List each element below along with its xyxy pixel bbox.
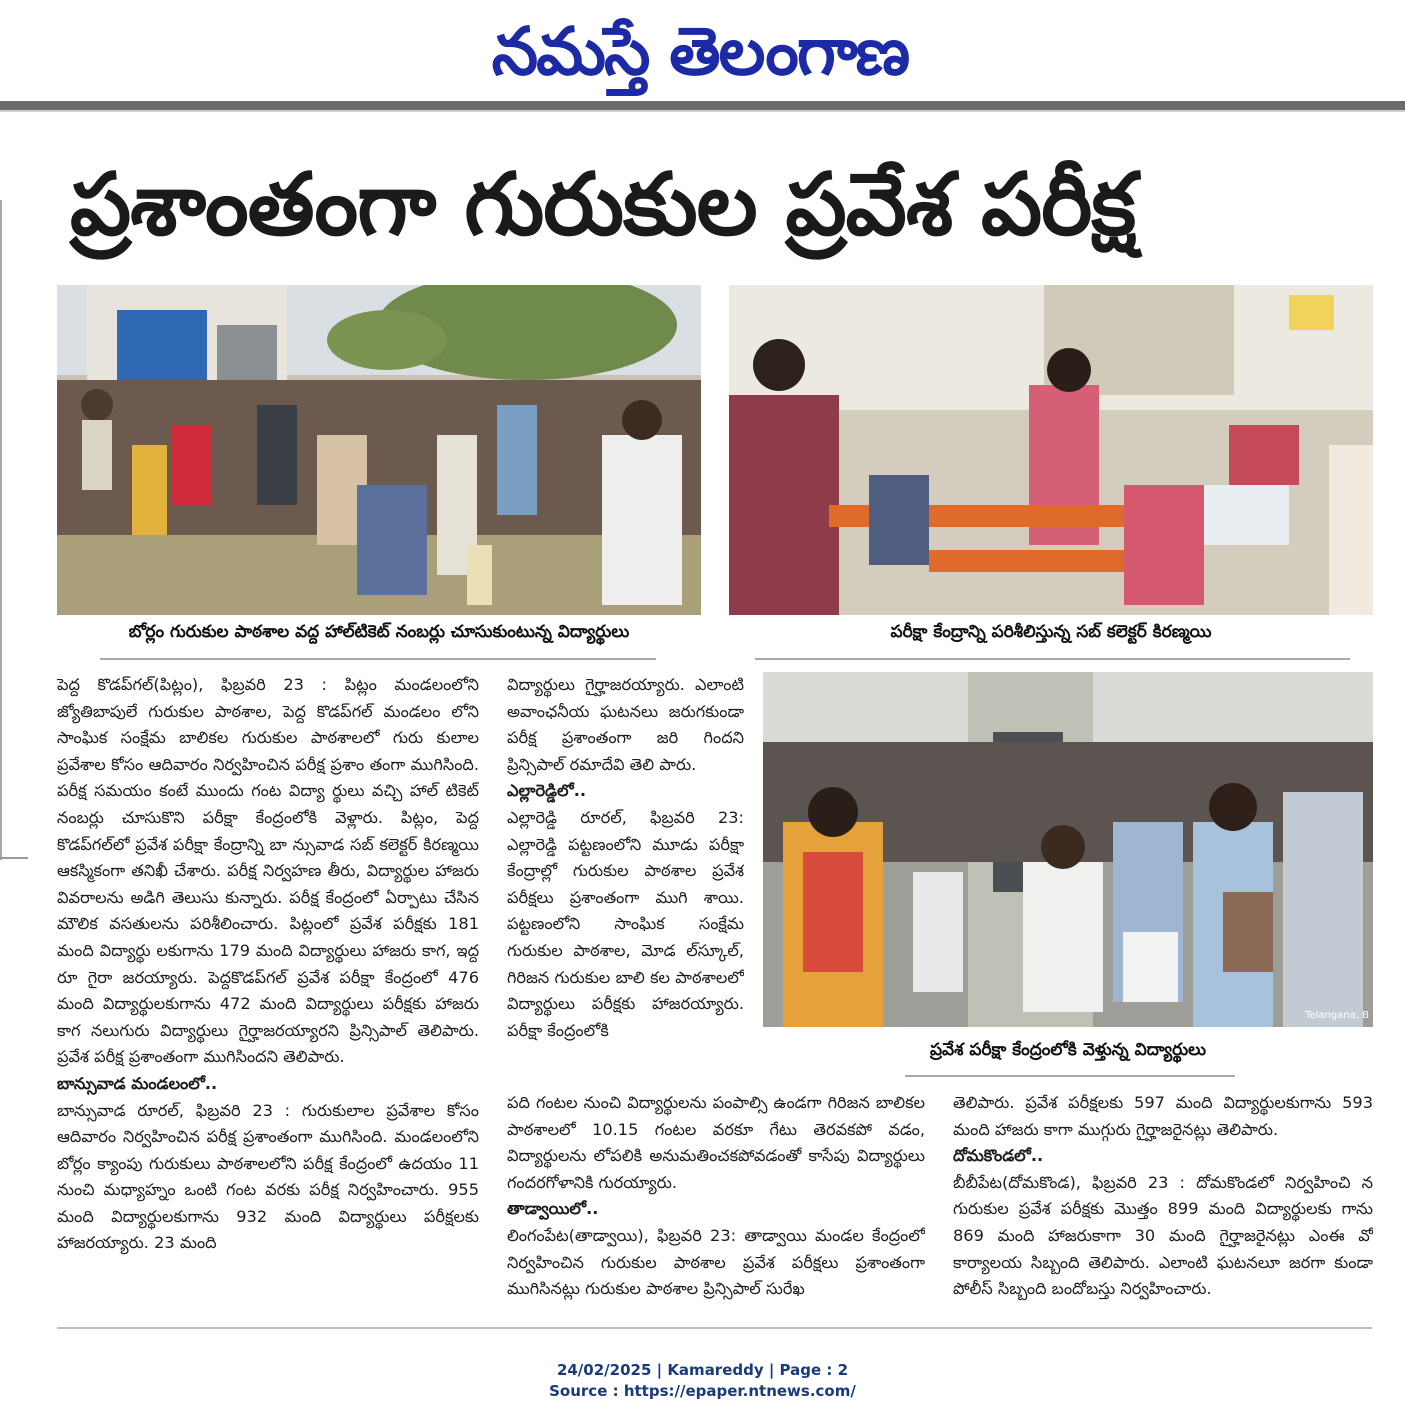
photo-students-image [763,672,1373,1027]
subheading-banswada: బాన్సువాడ మండలంలో.. [57,1073,218,1093]
headline: ప్రశాంతంగా గురుకుల ప్రవేశ పరీక్ష [70,155,1136,255]
paragraph-domakonda: బీబీపేట(దోమకొండ), ఫిబ్రవరి 23 : దోమకొండలో నిర్వహించి న గురుకుల ప్రవేశ పరీక్షకు మొత్తం 899 మంది విద్యార్థులకు గాను 869 మంది హాజరుకాగా 30 మంది గైర్హాజరైనట్లు ఎంఈ వో కార్యాలయ సిబ్బంది తెలిపారు. ఎలాంటి ఘటనలూ జరగా కుండా పోలీస్ సిబ్బంది బందోబస్తు నిర్వహించారు. [953,1172,1373,1299]
caption-rule [755,658,1350,660]
photo-classroom-image [729,285,1373,615]
photo-crowd-image [57,285,701,615]
page-footer [0,1360,1405,1402]
paragraph-principal: విద్యార్థులు గైర్హాజరయ్యారు. ఎలాంటి అవాంఛనీయ ఘటనలు జరుగకుండా పరీక్ష ప్రశాంతంగా జరి గిందని ప్రిన్సిపాల్ రమాదేవి తెలి పారు. [507,675,744,774]
photo-students-entering [763,672,1373,1027]
article-column-3 [953,1090,1373,1317]
photo-classroom [729,285,1373,615]
newspaper-logo: నమస్తే తెలంగాణ [491,13,909,90]
subheading-tadwai: తాడ్వాయిలో.. [507,1199,599,1219]
paragraph-tadwai: లింగంపేట(తాడ్వాయి), ఫిబ్రవరి 23: తాడ్వాయి మండల కేంద్రంలో నిర్వహించిన గురుకుల పాఠశాల ప్రవేశ పరీక్షలు ప్రశాంతంగా ముగిసినట్లు గురుకుల పాఠశాల ప్రిన్సిపాల్ సురేఖ [507,1225,925,1299]
footer-source: Source : https://epaper.ntnews.com/ [549,1382,856,1400]
article-column-2b [507,1090,925,1317]
caption-rule [905,1075,1235,1077]
paragraph-gate-delay: పది గంటల నుంచి విద్యార్థులను పంపాల్సి ఉండగా గిరిజన బాలికల పాఠశాలలో 10.15 గంటల వరకూ గేటు తెరవకపో వడం, విద్యార్థులను లోపలికి అనుమతించకపోవడంతో కాసేపు విద్యార్థులు గందరగోళానికి గురయ్యారు. [507,1093,925,1192]
masthead-rule [0,101,1405,110]
footer-date-edition: 24/02/2025 | Kamareddy | Page : 2 [556,1361,849,1379]
photo1-caption: బోర్లం గురుకుల పాఠశాల వద్ద హాల్‌టికెట్ నంబర్లు చూసుకుంటున్న విద్యార్థులు [128,622,630,642]
article-column-2 [507,672,744,1087]
photo3-caption: ప్రవేశ పరీక్షా కేంద్రంలోకి వెళ్తున్న విద్యార్థులు [929,1040,1207,1060]
margin-line [0,200,2,860]
paragraph-attendance: తెలిపారు. ప్రవేశ పరీక్షలకు 597 మంది విద్యార్థులకుగాను 593 మంది హాజరు కాగా ముగ్గురు గైర్హాజరైనట్లు తెలిపారు. [953,1093,1373,1139]
paragraph-yellareddy: ఎల్లారెడ్డి రూరల్, ఫిబ్రవరి 23: ఎల్లారెడ్డి పట్టణంలోని మూడు పరీక్షా కేంద్రాల్లో గురుకుల పాఠశాల ప్రవేశ పరీక్షలు ప్రశాంతంగా ముగి శాయి. పట్టణంలోని సాంఘిక సంక్షేమ గురుకుల పాఠశాల, మోడ ల్‌స్కూల్, గిరిజన గురుకుల బాలి కల పాఠశాలలో విద్యార్థులు పరీక్షకు హాజరయ్యారు. పరీక్షా కేంద్రంలోకి [507,807,744,1040]
subheading-domakonda: దోమకొండలో.. [953,1146,1044,1166]
margin-tick [0,857,28,859]
article-bottom-rule [57,1327,1372,1329]
masthead [0,0,1405,100]
article-column-1 [57,672,479,1317]
photo-crowd-school [57,285,701,615]
caption-rule [100,658,656,660]
paragraph-banswada: బాన్సువాడ రూరల్, ఫిబ్రవరి 23 : గురుకులాల ప్రవేశాల కోసం ఆదివారం నిర్వహించిన పరీక్ష ప్రశాంతంగా ముగిసింది. మండలంలోని బోర్లం క్యాంపు గురుకులు పాఠశాలలోని పరీక్ష కేంద్రంలో ఉదయం 11 నుంచి మధ్యాహ్నం ఒంటి గంట వరకు పరీక్ష నిర్వహించారు. 955 మంది విద్యార్థులకుగాను 932 మంది విద్యార్థులు పరీక్షలకు హాజరయ్యారు. 23 మంది [57,1100,479,1253]
masthead-rule-light [0,110,1405,112]
subheading-yellareddy: ఎల్లారెడ్డిలో.. [507,781,586,801]
paragraph-pitlam: పెద్ద కొడప్‌గల్(పిట్లం), ఫిబ్రవరి 23 : పిట్లం మండలంలోని జ్యోతిబాపులే గురుకుల పాఠశాల, పెద్ద కొడప్‌గల్ మండలం లోని సాంఘిక సంక్షేమ బాలికల గురుకుల పాఠశాలలో గురు కులాల ప్రవేశాల కోసం ఆదివారం నిర్వహించిన పరీక్ష ప్రశాం తంగా ముగిసింది. పరీక్ష సమయం కంటే ముందు గంట విద్యా ర్థులు వచ్చి హాల్ టికెట్ నంబర్లు చూసుకొని పరీక్షా కేంద్రంలోకి వెళ్లారు. పిట్లం, పెద్ద కొడప్‌గల్‌లో ప్రవేశ పరీక్షా కేంద్రాన్ని బా న్సువాడ సబ్ కలెక్టర్ కిరణ్మయి ఆకస్మికంగా తనిఖీ చేశారు. పరీక్ష నిర్వహణ తీరు, విద్యార్థుల హాజరు వివరాలను అడిగి తెలుసు కున్నారు. పరీక్ష కేంద్రంలో ఏర్పాటు చేసిన మౌలిక వసతులను పరిశీలించారు. పిట్లంలో ప్రవేశ పరీక్షకు 181 మంది విద్యార్థు లకుగాను 179 మంది విద్యార్థులు హాజరు కాగ, ఇద్ద రూ గైరా జరయ్యారు. పెద్దకొడప్‌గల్ ప్రవేశ పరీక్షా కేంద్రంలో 476 మంది విద్యార్థులకుగాను 472 మంది విద్యార్థులు పరీక్షకు హాజరు కాగ నలుగురు విద్యార్థులు గైర్హాజరయ్యారని ప్రిన్సిపాల్ తెలిపారు. ప్రవేశ పరీక్ష ప్రశాంతంగా ముగిసిందని తెలిపారు. [57,675,479,1067]
photo2-caption: పరీక్షా కేంద్రాన్ని పరిశీలిస్తున్న సబ్ కలెక్టర్ కిరణ్మయి [890,622,1212,642]
photo-credit: Telangana, B [1305,1010,1369,1021]
